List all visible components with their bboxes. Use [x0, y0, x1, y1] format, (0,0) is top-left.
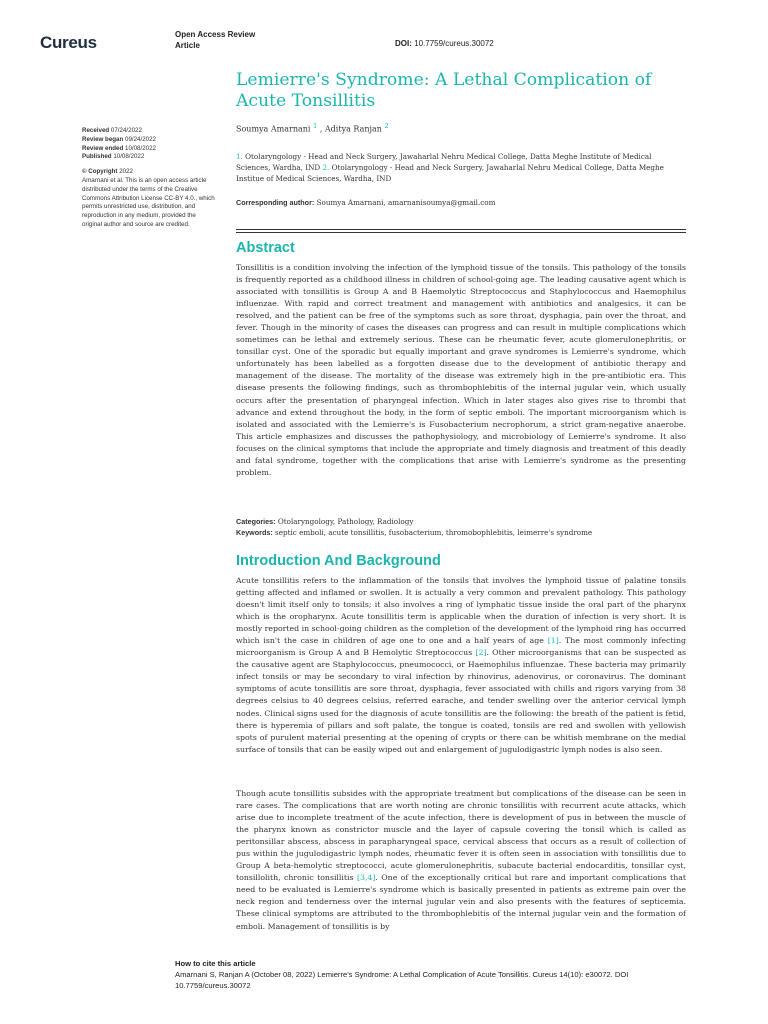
affil-1-text: Otolaryngology - Head and Neck Surgery, Jawaharlal Nehru Medical College, Datta Meghe Institute of Medical Sciences, Wardha, IND [236, 152, 652, 172]
doi [395, 39, 494, 48]
author-2-affil[interactable]: 2 [384, 122, 389, 130]
doi-label: DOI: [395, 39, 412, 48]
received-date: 07/24/2022 [110, 127, 142, 134]
review-ended-label: Review ended [82, 144, 124, 152]
keywords-value: septic emboli, acute tonsillitis, fusobacterium, thromobophlebitis, leimerre's syndrome [275, 528, 593, 537]
published-label: Published [82, 153, 112, 161]
corresponding-label: Corresponding author: [236, 198, 315, 207]
review-began-label: Review began [82, 135, 124, 143]
citation-text: Amarnani S, Ranjan A (October 08, 2022) Lemierre's Syndrome: A Lethal Complication of Acute Tonsillitis. Cureus 14(10): e30072. DOI 10.7759/cureus.30072 [175, 970, 629, 990]
affil-1-number: 1. [236, 152, 243, 161]
received-label: Received [82, 127, 110, 134]
abstract-heading: Abstract [236, 240, 295, 256]
article-title: Lemierre's Syndrome: A Lethal Complication of Acute Tonsillitis [236, 70, 652, 111]
copyright-row [82, 168, 217, 177]
author-1-affil[interactable]: 1 [313, 122, 318, 130]
review-began-date: 09/24/2022 [125, 135, 156, 143]
author-1[interactable]: Soumya Amarnani [236, 124, 311, 134]
sidebar-dates [82, 127, 217, 230]
divider-top [236, 229, 686, 230]
categories-label: Categories: [236, 517, 276, 526]
intro-p2-part-a: Though acute tonsillitis subsides with the appropriate treatment but complications of the disease can be seen in rare cases. The complications that are worth noting are chronic tonsillitis with recurrent acute attacks, which arise due to incomplete treatment of the acute infection, there is development of pus in between the muscle of the pharynx known as constrictor muscle and the layer of capsule covering the tonsil which is called as peritonsillar abscess, abscess in parapharyngeal space, cervical abscess that occurs as a result of collection of pus within the jugulodigastric lymph nodes, rheumatic fever it is often seen in association with tonsillitis due to Group A beta-hemolytic streptococci, acute glomerulonephritis, subacute bacterial endocarditis, tonsillar cyst, tonsillolith, chronic tonsillitis [236, 789, 686, 883]
affil-2-number: 2. [322, 163, 330, 172]
article-type-line2: Article [175, 41, 200, 50]
intro-paragraph-1 [236, 575, 686, 756]
intro-p1-part-c: . Other microorganisms that can be suspected as the causative agent are Staphylococcus, pneumococci, or Haemophilus influenzae. These bacteria may primarily infect tonsils or may be secondary to viral infection by rhinovirus, adenovirus, or coronavirus. The dominant symptoms of acute tonsillitis are sore throat, dysphagia, fever associated with chills and rigors varying from 38 degrees celsius to 40 degrees celsius, referred earache, and tender swelling over the anterior cervical lymph nodes. Clinical signs used for the diagnosis of acute tonsillitis are the following: the breath of the patient is fetid, there is hyperemia of pillars and soft palate, the tongue is coated, tonsils are red and swollen with yellowish spots of purulent material presenting at the opening of crypts or there can be whitish membrane on the medial surface of tonsils that can be easily wiped out and enlargement of jugulodigastric lymph nodes is also seen. [236, 648, 686, 754]
article-type [175, 29, 255, 51]
categories-value: Otolaryngology, Pathology, Radiology [277, 517, 414, 526]
copyright-label: © Copyright [82, 168, 118, 176]
citation-block [175, 958, 695, 991]
published-row [82, 153, 217, 162]
ref-2-link[interactable]: [2] [475, 648, 487, 658]
divider-bottom [236, 232, 686, 233]
categories-row [236, 516, 686, 527]
corresponding-author [236, 198, 495, 207]
keywords-label: Keywords: [236, 528, 273, 537]
affil-2-text: Otolaryngology - Head and Neck Surgery, Jawaharlal Nehru Medical College, Datta Meghe Institue of Medical Sciences, Wardha, IND [236, 163, 664, 183]
corresponding-value[interactable]: Soumya Amarnani, amarnanisoumya@gmail.com [316, 198, 496, 207]
published-date: 10/08/2022 [113, 153, 145, 161]
intro-p1-part-b: . The most commonly infecting microorganism is Group A and B Hemolytic Streptococcus [236, 636, 687, 658]
ref-3-4-link[interactable]: [3,4] [356, 873, 376, 883]
copyright-year: 2022 [119, 168, 133, 176]
keywords-row [236, 527, 686, 538]
affiliations [236, 151, 676, 184]
received-row [82, 127, 217, 136]
intro-paragraph-2 [236, 788, 686, 933]
review-ended-row [82, 145, 217, 154]
doi-value[interactable]: 10.7759/cureus.30072 [414, 39, 494, 48]
license-text: Amarnani et al. This is an open access article distributed under the terms of the Creative Commons Attribution License CC-BY 4.0., which permits unrestricted use, distribution, and reproduction in any medium, provided the original author and source are credited. [82, 176, 215, 228]
review-began-row [82, 136, 217, 145]
categories-block [236, 516, 686, 538]
cureus-logo: Cureus [40, 33, 97, 52]
intro-p2-part-b: . One of the exceptionally critical but rare and important complications that need to be evaluated is Lemierre's syndrome which is basically presented in patients as extreme pain over the neck region and tenderness over the internal jugular vein and also presents with the features of septicemia. These clinical symptoms are attributed to the thrombophlebitis of the internal jugular vein and the formation of emboli. Management of tonsillitis is by [236, 873, 686, 931]
review-ended-date: 10/08/2022 [125, 144, 156, 152]
abstract-text: Tonsillitis is a condition involving the infection of the lymphoid tissue of the tonsils. This pathology of the tonsils is frequently reported as a childhood illness in children of school-going age. The leading causative agent which is associated with tonsillitis is Group A and B Haemolytic Streptococcus and Staphylococcus and Haemophilus influenzae. With rapid and correct treatment and management with antibiotics and analgesics, it can be resolved, and the patient can be free of the symptoms such as sore throat, dysphagia, pain over the throat, and fever. Though in the minority of cases the diseases can progress and can result in multiple complications which sometimes can be lethal and extremely serious. These can be rheumatic fever, acute glomerulonephritis, or tonsillar cyst. One of the sporadic but equally important and grave syndromes is Lemierre's syndrome, which unfortunately has been labelled as a forgotten disease due to the development of antibiotic therapy and management of the disease. The mortality of the disease was extremely high in the pre-antibiotic era. This disease presents the following findings, such as thrombophlebitis of the internal jugular vein, which usually occurs after the presentation of pharyngeal infection. Which in later stages also gives rise to thrombi that advance and extend throughout the body, in the form of septic emboli. The important microorganism which is isolated and associated with the Lemierre's is Fusobacterium necrophorum, a strict gram-negative anaerobe. This article emphasizes and discusses the pathophysiology, and microbiology of Lemierre's syndrome. It also focuses on the clinical symptoms that include the appropriate and timely diagnosis and treatment of this deadly and fatal syndrome, together with the complications that arise with Lemierre's syndrome as the presenting problem. [236, 263, 686, 477]
author-2[interactable]: , Aditya Ranjan [319, 124, 382, 134]
intro-heading: Introduction And Background [236, 553, 441, 569]
authors [236, 122, 389, 134]
article-type-line1: Open Access Review [175, 30, 256, 39]
intro-p1-part-a: Acute tonsillitis refers to the inflammation of the tonsils that involves the lymphoid tissue of palatine tonsils getting affected and inflamed or swollen. It is actually a very common and prevalent pathology. This pathology doesn't limit itself only to tonsils; it also involves a ring of lymphatic tissue inside the oral part of the pharynx which is the oropharynx. Acute tonsillitis term is applicable when the duration of infection is very short. It is mostly reported in school-going children as the completion of the development of the lymphoid ring has occurred which isn't the case in children of age one to one and a half years of age [236, 576, 686, 646]
citation-label: How to cite this article [175, 959, 256, 968]
ref-1-link[interactable]: [1] [547, 636, 559, 646]
